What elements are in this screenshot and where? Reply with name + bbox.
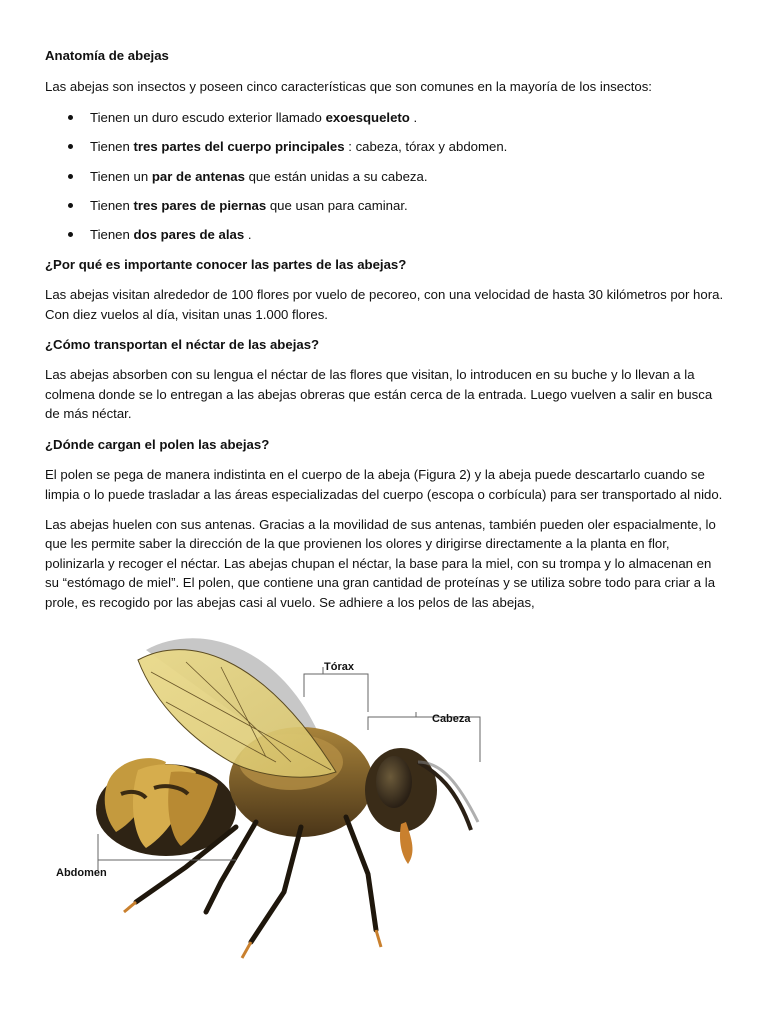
feature-bold: tres partes del cuerpo principales	[133, 139, 345, 155]
bee-illustration	[46, 612, 504, 968]
feature-text: Tienen	[90, 139, 134, 155]
list-item	[45, 137, 725, 156]
bee-anatomy-figure	[46, 612, 504, 968]
section-answer: Las abejas absorben con su lengua el néctar de las flores que visitan, lo introducen en su buche y lo llevan a la colmena donde se lo entregan a las abejas obreras que están cerca de la entrada. Luego vuelven a salir en busca de más néctar.	[45, 367, 713, 422]
feature-text: Tienen un	[90, 168, 152, 184]
feature-text: : cabeza, tórax y abdomen.	[344, 139, 508, 155]
section-question: ¿Por qué es importante conocer las partes de las abejas?	[45, 256, 407, 272]
closing-paragraph: Las abejas huelen con sus antenas. Gracias a la movilidad de sus antenas, también pueden oler espacialmente, lo que les permite saber la dirección de la que provienen los olores y dirigirse directamente a la planta en flor, polinizarla y recoger el néctar. Las abejas chupan el néctar, la base para la miel, con su trompa y lo almacenan en su “estómago de miel”. El polen, que contiene una gran cantidad de proteínas y se utiliza sobre todo para criar a la prole, es recogido por las abejas casi al vuelo. Se adhiere a los pelos de las abejas,	[45, 516, 716, 610]
feature-text: que están unidas a su cabeza.	[244, 168, 428, 184]
document-body	[45, 46, 725, 623]
feature-text: .	[409, 109, 418, 125]
leg-feet	[124, 902, 381, 958]
feature-text: que usan para caminar.	[266, 198, 408, 214]
section-question: ¿Cómo transportan el néctar de las abejas?	[45, 337, 320, 353]
feature-text: .	[244, 227, 252, 243]
features-list	[45, 108, 725, 245]
list-item	[45, 108, 725, 127]
label-cabeza: Cabeza	[432, 713, 471, 725]
label-torax: Tórax	[324, 661, 354, 673]
section-answer: Las abejas visitan alrededor de 100 flores por vuelo de pecoreo, con una velocidad de hasta 30 kilómetros por hora. Con diez vuelos al día, visitan unas 1.000 flores.	[45, 287, 724, 322]
section-question: ¿Dónde cargan el polen las abejas?	[45, 436, 270, 452]
list-item	[45, 225, 725, 244]
feature-text: Tienen	[90, 227, 134, 243]
feature-bold: par de antenas	[151, 168, 245, 184]
feature-bold: dos pares de alas	[133, 227, 245, 243]
feature-bold: tres pares de piernas	[133, 198, 267, 214]
label-abdomen: Abdomen	[56, 867, 107, 879]
list-item	[45, 167, 725, 186]
section-answer: El polen se pega de manera indistinta en el cuerpo de la abeja (Figura 2) y la abeja puede descartarlo cuando se limpia o lo puede trasladar a las áreas especializadas del cuerpo (escopa o corbícula) para ser transportado al nido.	[45, 467, 723, 502]
feature-text: Tienen	[90, 198, 134, 214]
document-title: Anatomía de abejas	[45, 48, 169, 63]
feature-text: Tienen un duro escudo exterior llamado	[90, 109, 326, 125]
intro-paragraph: Las abejas son insectos y poseen cinco características que son comunes en la mayoría de los insectos:	[45, 79, 652, 95]
list-item	[45, 196, 725, 215]
feature-bold: exoesqueleto	[325, 109, 410, 125]
